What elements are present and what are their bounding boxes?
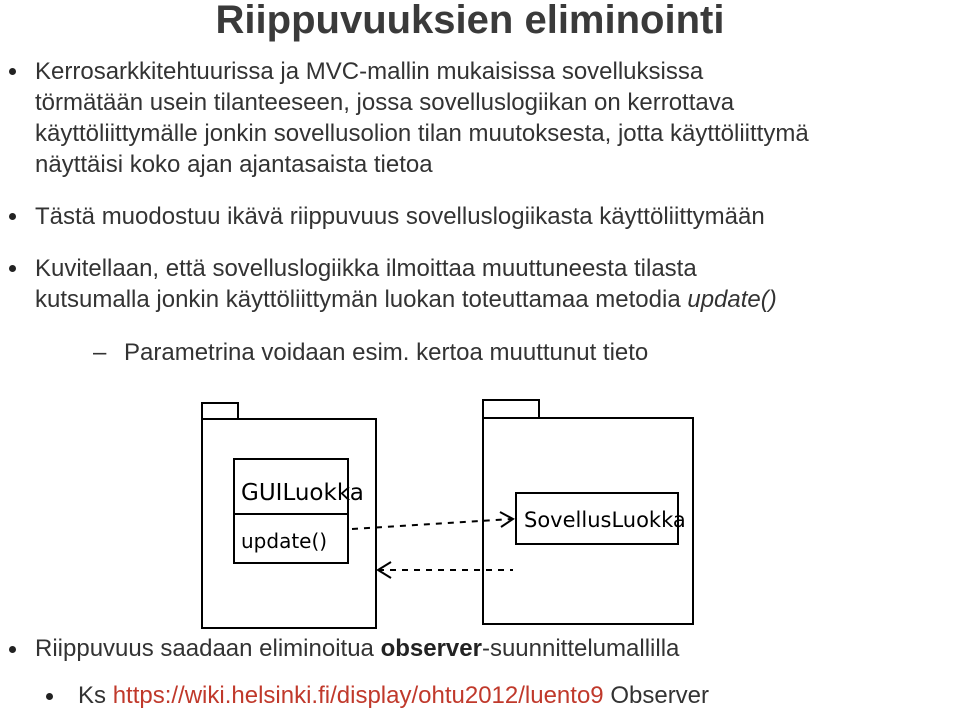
app-package-tab: [483, 400, 539, 418]
sub-bullet-dash: –: [93, 339, 107, 366]
bullet-3-line-2-text: kutsumalla jonkin käyttöliittymän luokan toteuttamaa metodia: [35, 286, 688, 313]
bullet-4-plain-2: -suunnittelumallilla: [481, 635, 680, 662]
app-class-name: SovellusLuokka: [524, 508, 686, 532]
bullet-1-line-1: Kerrosarkkitehtuurissa ja MVC-mallin mukaisissa sovelluksissa: [35, 58, 704, 85]
bullet-dot: [9, 265, 16, 272]
bullet-3-line-2: [35, 284, 955, 315]
ks-prefix: Ks: [78, 682, 113, 709]
bullet-dot: [9, 213, 16, 220]
uml-diagram: [0, 390, 959, 635]
bullet-2-line-1: Tästä muodostuu ikävä riippuvuus sovelluslogiikasta käyttöliittymään: [35, 203, 765, 230]
bullet-dot: [9, 646, 16, 653]
sub-bullet-text: Parametrina voidaan esim. kertoa muuttunut tieto: [124, 339, 649, 366]
gui-class-method: update(): [241, 529, 328, 553]
bullet-1-line-4: näyttäisi koko ajan ajantasaista tietoa: [35, 151, 433, 178]
bullet-4-text: [35, 633, 955, 664]
bullet-1-line-2: törmätään usein tilanteeseen, jossa sovelluslogiikan on kerrottava: [35, 89, 735, 116]
observer-keyword: observer: [380, 635, 482, 662]
bullet-dot: [9, 68, 16, 75]
bullet-4-plain-1: Riippuvuus saadaan eliminoitua: [35, 635, 381, 662]
ks-line: [78, 680, 709, 711]
update-method-text: update(): [687, 286, 777, 313]
bullet-1-line-3: käyttöliittymälle jonkin sovellusolion tilan muutoksesta, jotta käyttöliittymä: [35, 120, 809, 147]
uml-diagram-svg: [0, 390, 959, 635]
ks-suffix: Observer: [603, 682, 710, 709]
wiki-link[interactable]: https://wiki.helsinki.fi/display/ohtu2012/luento9: [112, 682, 604, 709]
bullet-dot: [46, 693, 53, 700]
gui-class-name: GUILuokka: [241, 480, 364, 506]
bullet-3-line-1: Kuvitellaan, että sovelluslogiikka ilmoittaa muuttuneesta tilasta: [35, 255, 697, 282]
slide-title: Riippuvuuksien eliminointi: [215, 0, 725, 42]
gui-package-tab: [202, 403, 238, 419]
